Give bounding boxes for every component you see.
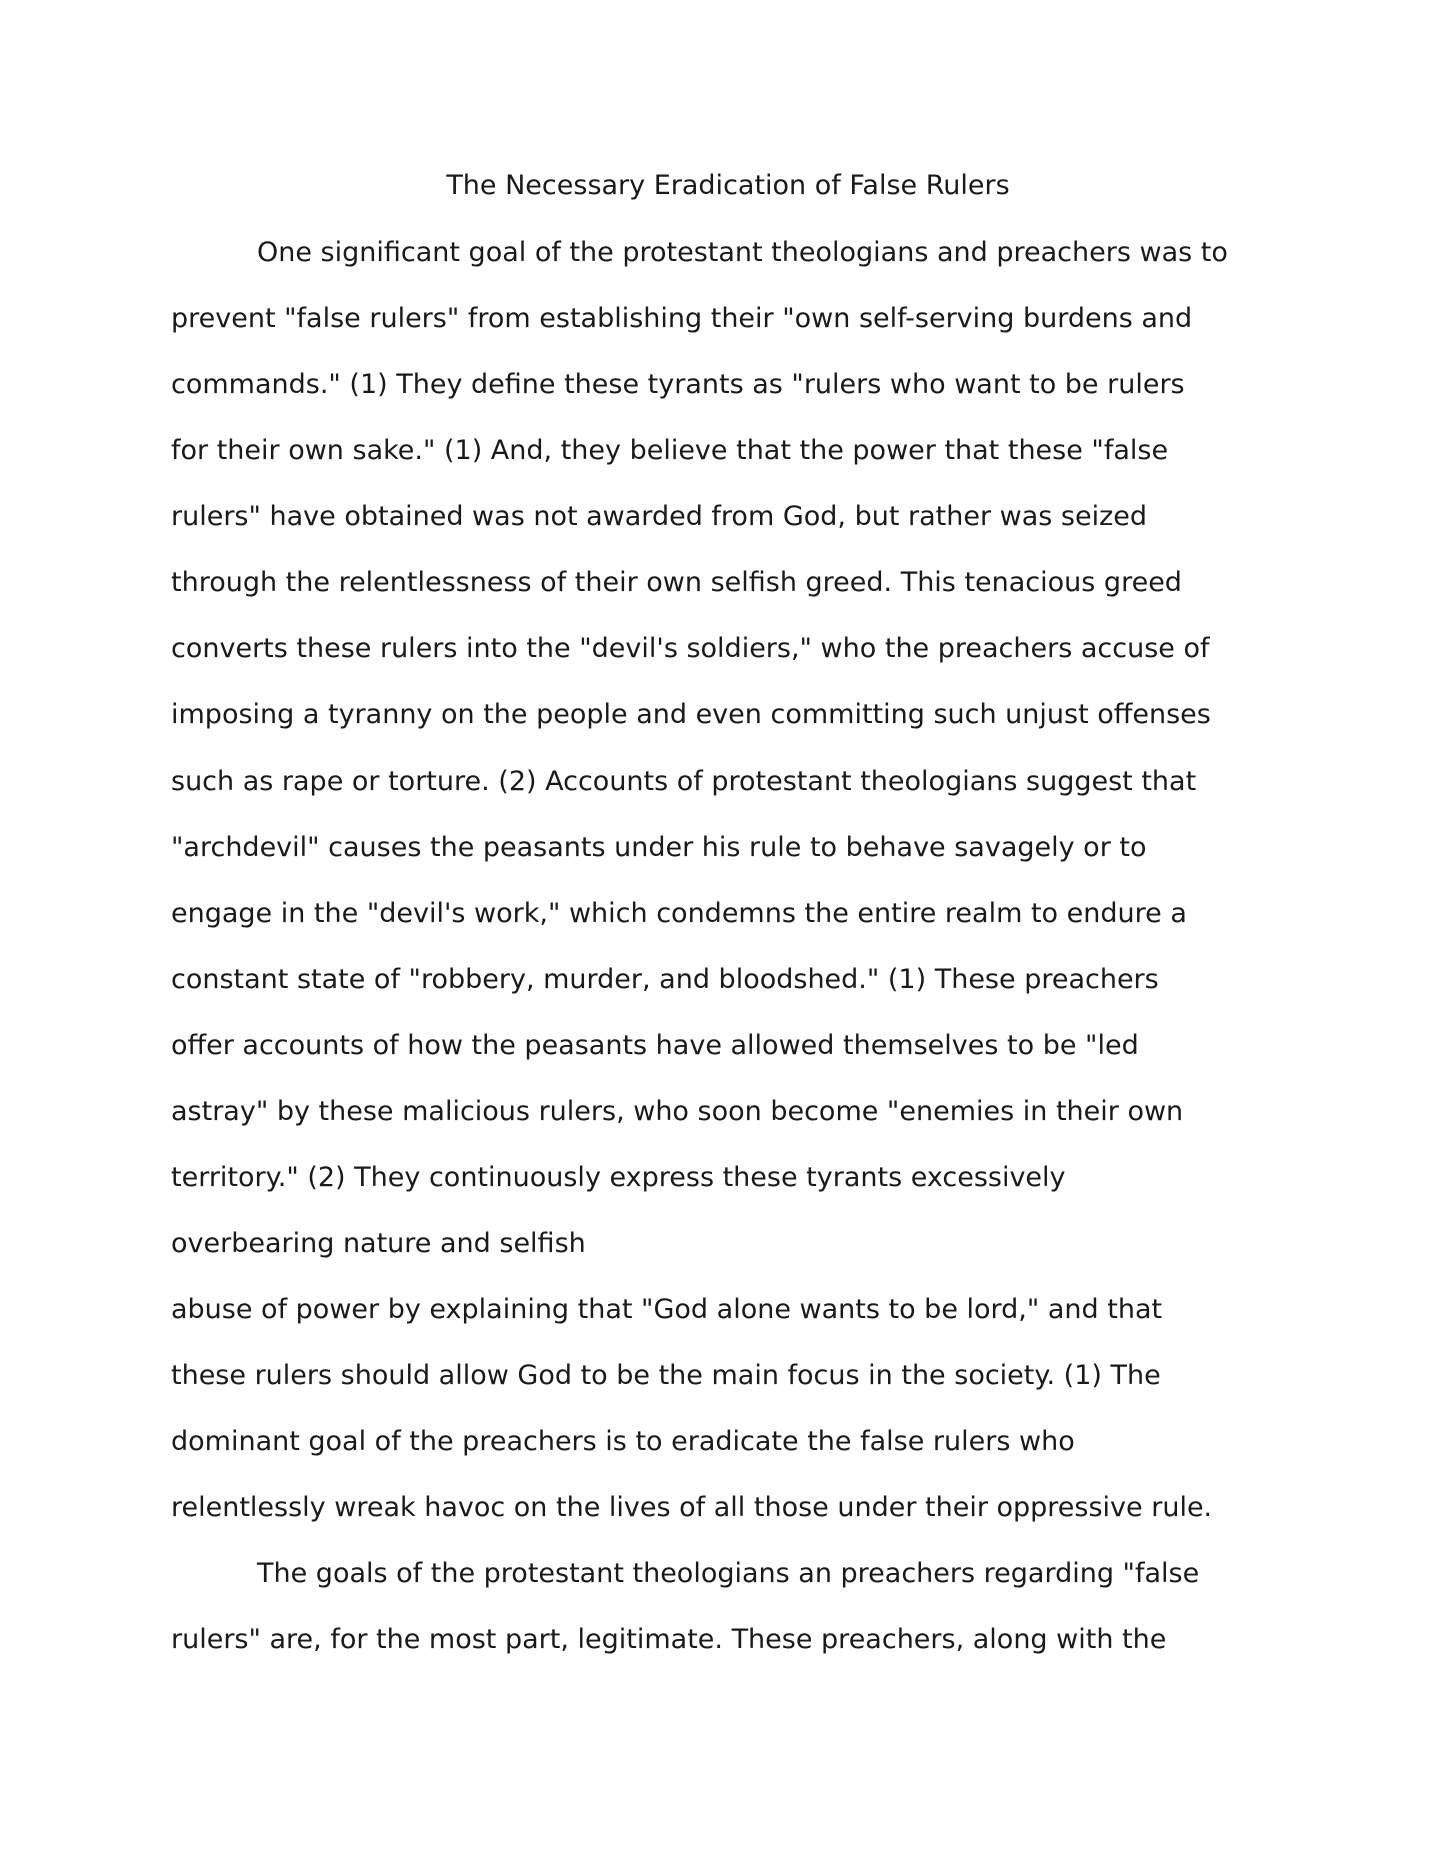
paragraph-line: dominant goal of the preachers is to eradicate the false rulers who [171, 1426, 1075, 1457]
paragraph-line: astray" by these malicious rulers, who soon become "enemies in their own [171, 1096, 1184, 1127]
paragraph-line: these rulers should allow God to be the main focus in the society. (1) The [171, 1360, 1161, 1391]
paragraph-line: converts these rulers into the "devil's soldiers," who the preachers accuse of [171, 633, 1210, 664]
paragraph-line: imposing a tyranny on the people and even committing such unjust offenses [171, 699, 1211, 730]
paragraph-line: prevent "false rulers" from establishing their "own self-serving burdens and [171, 303, 1193, 334]
paragraph-line: The goals of the protestant theologians an preachers regarding "false [257, 1558, 1200, 1589]
paragraph-line: overbearing nature and selfish [171, 1228, 586, 1259]
paragraph-line: rulers" have obtained was not awarded from God, but rather was seized [171, 501, 1148, 532]
paragraph-line: engage in the "devil's work," which condemns the entire realm to endure a [171, 898, 1187, 929]
paragraph-line: for their own sake." (1) And, they believe that the power that these "false [171, 435, 1169, 466]
paragraph-line: offer accounts of how the peasants have allowed themselves to be "led [171, 1030, 1139, 1061]
paragraph-line: relentlessly wreak havoc on the lives of all those under their oppressive rule. [171, 1492, 1213, 1523]
paragraph-line: territory." (2) They continuously express these tyrants excessively [171, 1162, 1066, 1193]
paragraph-line: "archdevil" causes the peasants under his rule to behave savagely or to [171, 832, 1147, 863]
document-title: The Necessary Eradication of False Rulers [446, 170, 1010, 201]
paragraph-line: constant state of "robbery, murder, and bloodshed." (1) These preachers [171, 964, 1159, 995]
paragraph-line: abuse of power by explaining that "God alone wants to be lord," and that [171, 1294, 1163, 1325]
paragraph-line: through the relentlessness of their own selfish greed. This tenacious greed [171, 567, 1182, 598]
paragraph-line: such as rape or torture. (2) Accounts of protestant theologians suggest that [171, 766, 1197, 797]
paragraph-line: commands." (1) They define these tyrants as "rulers who want to be rulers [171, 369, 1185, 400]
paragraph-line: rulers" are, for the most part, legitimate. These preachers, along with the [171, 1624, 1167, 1655]
paragraph-line: One significant goal of the protestant theologians and preachers was to [257, 237, 1228, 268]
